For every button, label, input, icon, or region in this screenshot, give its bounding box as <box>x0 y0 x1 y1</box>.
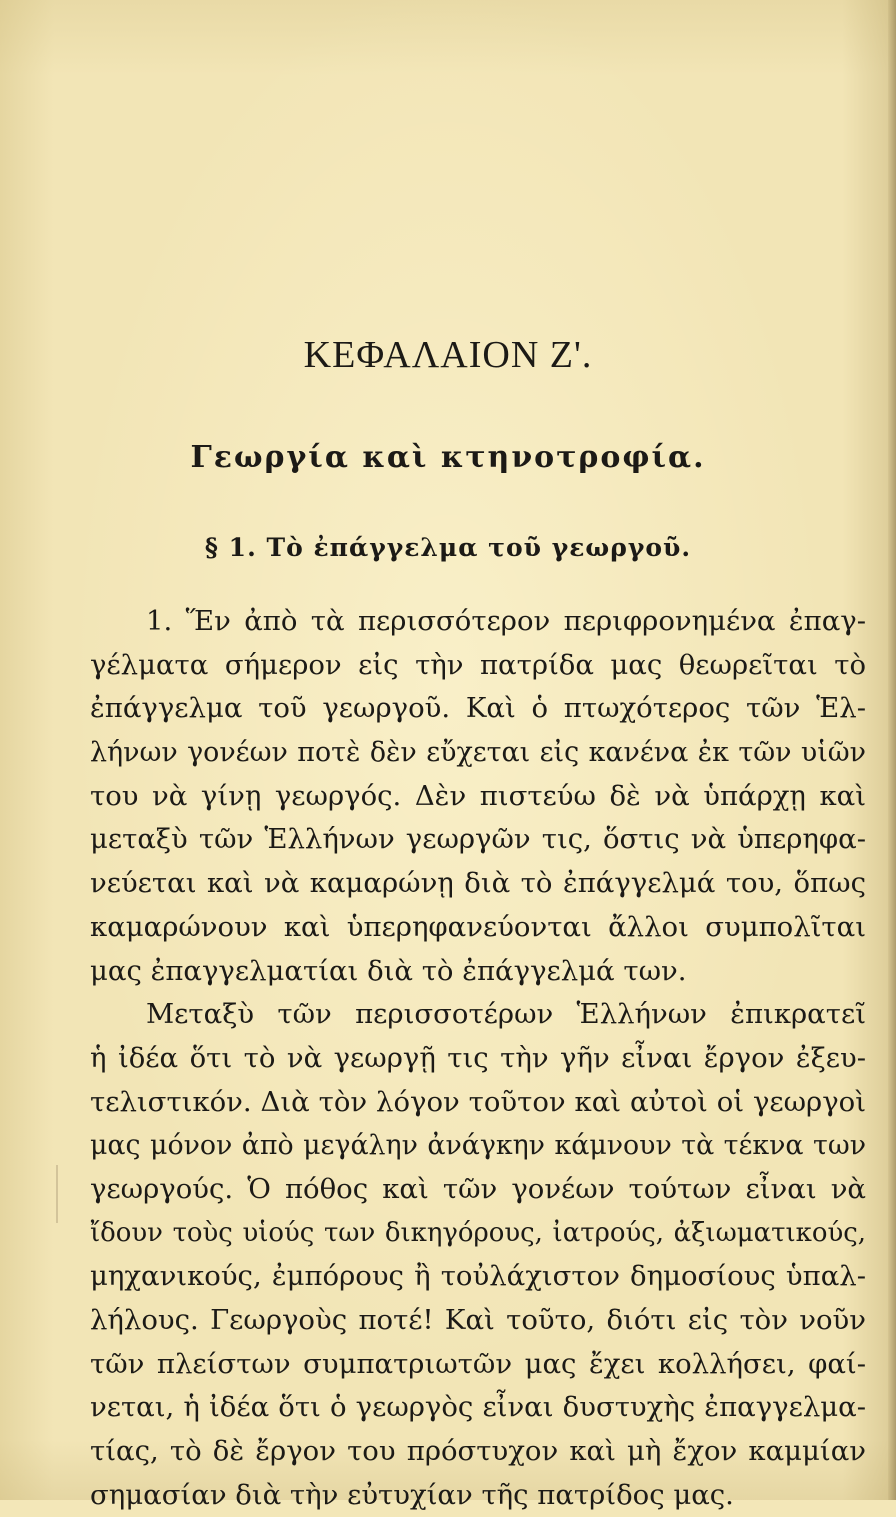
text-line: σημασίαν διὰ τὴν εὐτυχίαν τῆς πατρίδος μας. <box>90 1478 734 1511</box>
text-line: ἡ ἰδέα ὅτι τὸ νὰ γεωργῇ τις τὴν γῆν εἶναι ἔργον ἐξευ- <box>90 1041 866 1074</box>
text-line: λήνων γονέων ποτὲ δὲν εὔχεται εἰς κανένα ἐκ τῶν υἱῶν <box>90 737 866 769</box>
text-line: 1. Ἕν ἀπὸ τὰ περισσότερον περιφρονημένα ἐπαγ- <box>146 605 866 637</box>
text-line: γέλματα σήμερον εἰς τὴν πατρίδα μας θεωρεῖται τὸ <box>90 648 866 681</box>
text-line: γεωργούς. Ὁ πόθος καὶ τῶν γονέων τούτων εἶναι νὰ <box>90 1172 866 1205</box>
text-line: τίας, τὸ δὲ ἔργον του πρόστυχον καὶ μὴ ἔχον καμμίαν <box>90 1435 866 1468</box>
text-line: καμαρώνουν καὶ ὑπερηφανεύονται ἄλλοι συμπολῖται <box>90 910 866 943</box>
text-line: μεταξὺ τῶν Ἑλλήνων γεωργῶν τις, ὅστις νὰ ὑπερηφα- <box>90 823 866 856</box>
text-line: νεύεται καὶ νὰ καμαρώνῃ διὰ τὸ ἐπάγγελμά του, ὅπως <box>90 867 866 900</box>
text-line: μας ἐπαγγελματίαι διὰ τὸ ἐπάγγελμά των. <box>90 954 687 987</box>
text-line: λήλους. Γεωργοὺς ποτέ! Καὶ τοῦτο, διότι εἰς τὸν νοῦν <box>90 1304 866 1336</box>
text-line: του νὰ γίνῃ γεωργός. Δὲν πιστεύω δὲ νὰ ὑπάρχῃ καὶ <box>90 779 866 812</box>
text-line: τῶν πλείστων συμπατριωτῶν μας ἔχει κολλήσει, φαί- <box>90 1347 866 1380</box>
text-line: νεται, ἡ ἰδέα ὅτι ὁ γεωργὸς εἶναι δυστυχὴς ἐπαγγελμα- <box>90 1391 866 1424</box>
page-edge-shadow <box>888 0 896 1500</box>
text-line: ἐπάγγελμα τοῦ γεωργοῦ. Καὶ ὁ πτωχότερος τῶν Ἑλ- <box>90 692 866 725</box>
text-line: Μεταξὺ τῶν περισσοτέρων Ἑλλήνων ἐπικρατεῖ <box>146 998 866 1031</box>
paragraph-1 <box>90 600 866 993</box>
text-line: τελιστικόν. Διὰ τὸν λόγον τοῦτον καὶ αὐτοὶ οἱ γεωργοὶ <box>90 1085 866 1118</box>
body-text <box>90 600 866 1517</box>
chapter-heading: ΚΕΦΑΛΑΙΟΝ Ζ'. <box>303 334 593 376</box>
text-line: ἴδουν τοὺς υἱούς των δικηγόρους, ἰατρούς, ἀξιωματικούς, <box>90 1217 866 1248</box>
text-line: μας μόνον ἀπὸ μεγάλην ἀνάγκην κάμνουν τὰ τέκνα των <box>90 1130 866 1162</box>
text-line: μηχανικούς, ἐμπόρους ἢ τοὐλάχιστον δημοσίους ὑπαλ- <box>90 1260 866 1293</box>
paper-crease <box>56 1165 58 1223</box>
chapter-title: Γεωργία καὶ κτηνοτροφία. <box>190 440 706 475</box>
section-heading: § 1. Τὸ ἐπάγγελμα τοῦ γεωργοῦ. <box>204 533 692 562</box>
paragraph-2 <box>90 993 866 1517</box>
